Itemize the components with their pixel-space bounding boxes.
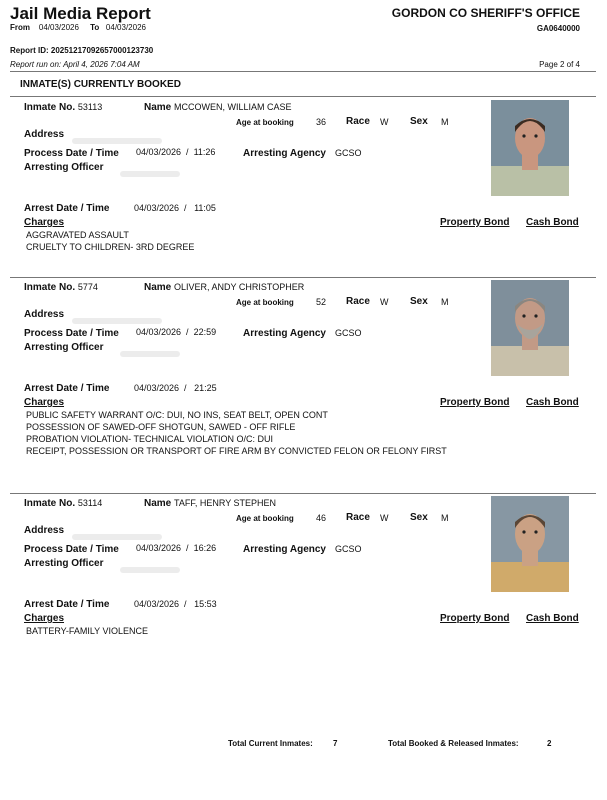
race-label: Race (346, 512, 370, 523)
officer-label: Arresting Officer (24, 558, 104, 569)
inmate-no-label: Inmate No. (24, 498, 76, 509)
mugshot-photo (491, 496, 569, 592)
arrest-value: 04/03/2026 / 11:05 (134, 203, 216, 213)
charges-label: Charges (24, 397, 65, 408)
age-label: Age at booking (236, 298, 294, 307)
address-label: Address (24, 129, 65, 140)
mugshot-photo (491, 280, 569, 376)
total-current-value: 7 (333, 739, 338, 748)
inmate-name-value: MCCOWEN, WILLIAM CASE (174, 102, 292, 112)
process-date: 04/03/2026 (136, 147, 182, 157)
sex-label: Sex (410, 116, 428, 127)
charge-item: POSSESSION OF SAWED-OFF SHOTGUN, SAWED - OFF RIFLE (26, 422, 296, 432)
mugshot-photo (491, 100, 569, 196)
inmate-no-value: 53114 (77, 498, 103, 508)
property-bond-label: Property Bond (440, 397, 510, 408)
from-label: From (10, 23, 30, 32)
arrest-date: 04/03/2026 (134, 203, 180, 213)
charge-item: RECEIPT, POSSESSION OR TRANSPORT OF FIRE ARM BY CONVICTED FELON OR FELONY FIRST (26, 446, 447, 456)
process-time: 22:59 (193, 327, 217, 337)
agency-label: Arresting Agency (243, 148, 326, 159)
total-booked-value: 2 (547, 739, 552, 748)
inmate-no (24, 282, 98, 293)
arrest-date: 04/03/2026 (134, 383, 180, 393)
agency-value: GCSO (335, 328, 362, 338)
report-run-on: Report run on: April 4, 2026 7:04 AM (10, 60, 140, 69)
age-value: 46 (316, 513, 327, 523)
officer-redacted (120, 165, 180, 183)
name-label: Name (144, 282, 172, 293)
age-value: 36 (316, 117, 327, 127)
inmate-name (144, 102, 292, 113)
process-label: Process Date / Time (24, 148, 119, 159)
arrest-time: 11:05 (194, 203, 216, 213)
officer-redacted (120, 561, 180, 579)
arrest-label: Arrest Date / Time (24, 383, 110, 394)
arrest-time: 21:25 (194, 383, 217, 393)
charge-item: PUBLIC SAFETY WARRANT O/C: DUI, NO INS, SEAT BELT, OPEN CONT (26, 410, 328, 420)
name-label: Name (144, 102, 172, 113)
mugshot-image (491, 100, 569, 196)
arrest-label: Arrest Date / Time (24, 599, 110, 610)
charge-item: PROBATION VIOLATION- TECHNICAL VIOLATION O/C: DUI (26, 434, 274, 444)
inmate-name (144, 282, 304, 293)
property-bond-label: Property Bond (440, 613, 510, 624)
age-value: 52 (316, 297, 327, 307)
inmate-record (10, 493, 596, 643)
sex-value: M (441, 297, 449, 307)
inmate-no-value: 5774 (77, 282, 98, 292)
sex-value: M (441, 117, 449, 127)
address-label: Address (24, 309, 65, 320)
charges-label: Charges (24, 217, 65, 228)
name-label: Name (144, 498, 172, 509)
arrest-value: 04/03/2026 / 15:53 (134, 599, 217, 609)
sex-label: Sex (410, 512, 428, 523)
arrest-value: 04/03/2026 / 21:25 (134, 383, 217, 393)
agency-value: GCSO (335, 544, 362, 554)
to-label: To (90, 23, 100, 32)
date-range (10, 23, 146, 32)
process-value: 04/03/2026 / 22:59 (136, 327, 217, 337)
cash-bond-label: Cash Bond (526, 217, 579, 228)
section-title: INMATE(S) CURRENTLY BOOKED (20, 79, 181, 90)
sex-value: M (441, 513, 449, 523)
process-label: Process Date / Time (24, 328, 119, 339)
sex-label: Sex (410, 296, 428, 307)
arrest-time: 15:53 (194, 599, 217, 609)
page-number: Page 2 of 4 (539, 60, 580, 69)
agency-label: Arresting Agency (243, 544, 326, 555)
inmate-record (10, 277, 596, 493)
process-time: 16:26 (193, 543, 217, 553)
process-date: 04/03/2026 (136, 327, 182, 337)
inmate-no-value: 53113 (77, 102, 103, 112)
officer-label: Arresting Officer (24, 342, 104, 353)
inmate-no-label: Inmate No. (24, 102, 76, 113)
process-label: Process Date / Time (24, 544, 119, 555)
report-id: Report ID: 20251217092657000123730 (10, 46, 154, 55)
report-title: Jail Media Report (10, 4, 151, 23)
charge-item: BATTERY-FAMILY VIOLENCE (26, 626, 149, 636)
arrest-label: Arrest Date / Time (24, 203, 110, 214)
charge-item: CRUELTY TO CHILDREN- 3RD DEGREE (26, 242, 195, 252)
race-value: W (380, 117, 389, 127)
race-label: Race (346, 296, 370, 307)
inmate-no (24, 498, 102, 509)
inmate-no (24, 102, 102, 113)
agency-label: Arresting Agency (243, 328, 326, 339)
process-time: 11:26 (193, 147, 216, 157)
race-value: W (380, 297, 389, 307)
process-date: 04/03/2026 (136, 543, 182, 553)
from-date: 04/03/2026 (38, 23, 79, 32)
officer-label: Arresting Officer (24, 162, 104, 173)
agency-value: GCSO (335, 148, 362, 158)
charge-item: AGGRAVATED ASSAULT (26, 230, 129, 240)
office-code: GA0640000 (536, 24, 580, 33)
inmate-no-label: Inmate No. (24, 282, 76, 293)
race-label: Race (346, 116, 370, 127)
process-value: 04/03/2026 / 11:26 (136, 147, 216, 157)
office-name: GORDON CO SHERIFF'S OFFICE (391, 6, 580, 20)
mugshot-image (491, 496, 569, 592)
arrest-date: 04/03/2026 (134, 599, 180, 609)
process-value: 04/03/2026 / 16:26 (136, 543, 217, 553)
address-label: Address (24, 525, 65, 536)
inmate-name-value: TAFF, HENRY STEPHEN (174, 498, 277, 508)
officer-redacted (120, 345, 180, 363)
cash-bond-label: Cash Bond (526, 397, 579, 408)
to-date: 04/03/2026 (105, 23, 146, 32)
total-booked-label: Total Booked & Released Inmates: (388, 739, 519, 748)
inmate-record (10, 97, 596, 277)
race-value: W (380, 513, 389, 523)
inmate-name (144, 498, 276, 509)
header-divider (10, 71, 596, 72)
age-label: Age at booking (236, 118, 294, 127)
total-current-label: Total Current Inmates: (228, 739, 313, 748)
cash-bond-label: Cash Bond (526, 613, 579, 624)
mugshot-image (491, 280, 569, 376)
property-bond-label: Property Bond (440, 217, 510, 228)
age-label: Age at booking (236, 514, 294, 523)
inmate-name-value: OLIVER, ANDY CHRISTOPHER (174, 282, 305, 292)
charges-label: Charges (24, 613, 65, 624)
